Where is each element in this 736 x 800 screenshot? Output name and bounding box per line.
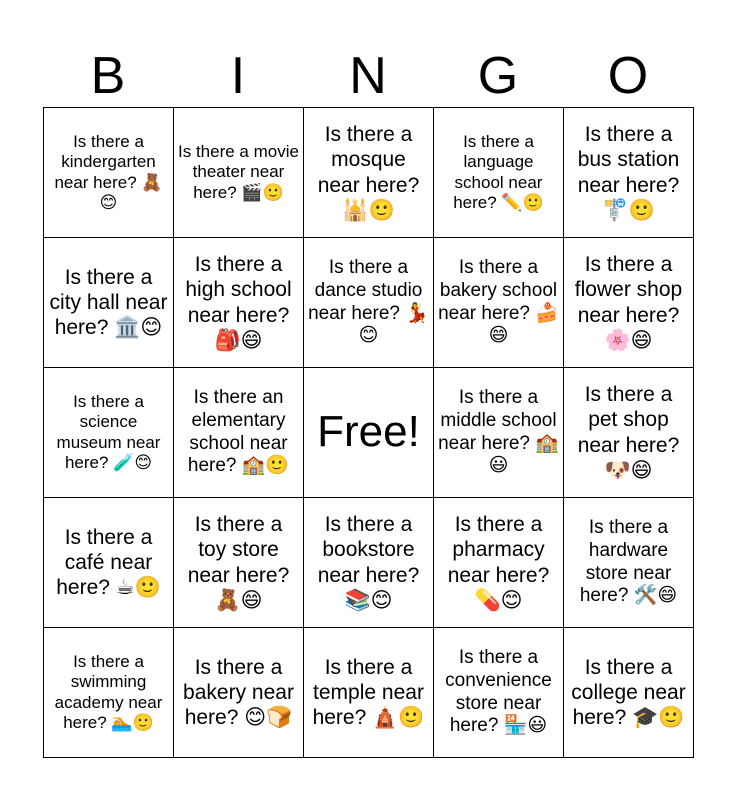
bingo-cell[interactable] [174,628,304,758]
cell-text: Is there a language school near here? ✏️🙂 [453,131,544,212]
bingo-cell[interactable] [174,498,304,628]
board-row [44,498,694,628]
bingo-board [43,107,694,758]
cell-text: Is there a swimming academy near here? 🏊🙂 [54,651,163,732]
bingo-cell[interactable] [564,108,694,238]
bingo-cell[interactable] [44,498,174,628]
bingo-cell[interactable] [564,238,694,368]
bingo-cell[interactable] [44,238,174,368]
bingo-cell[interactable] [434,628,564,758]
bingo-cell[interactable] [564,628,694,758]
bingo-cell[interactable] [44,108,174,238]
cell-text: Is there a bus station near here? 🚏🙂 [577,123,680,222]
bingo-cell[interactable] [304,498,434,628]
cell-text: Is there a science museum near here? 🧪😊 [56,391,161,472]
board-row [44,108,694,238]
bingo-cell[interactable] [434,108,564,238]
bingo-cell[interactable] [564,498,694,628]
bingo-cell[interactable] [304,108,434,238]
cell-text: Is there a pet shop near here? 🐶😄 [577,383,680,482]
free-cell[interactable] [304,368,434,498]
bingo-cell[interactable] [44,368,174,498]
cell-text: Is there an elementary school near here? 🏫🙂 [187,386,290,477]
header-letter-b: B [90,47,126,105]
cell-text: Is there a café near here? ☕🙂 [56,525,161,600]
bingo-cell[interactable] [304,628,434,758]
cell-text: Is there a pharmacy near here? 💊😊 [447,513,550,612]
cell-text: Is there a toy store near here? 🧸😄 [187,513,290,612]
cell-text: Is there a city hall near here? 🏛️😊 [49,265,168,340]
free-label: Free! [317,407,420,457]
board-row [44,238,694,368]
bingo-cell[interactable] [304,238,434,368]
cell-text: Is there a flower shop near here? 🌸😄 [574,253,683,352]
bingo-cell[interactable] [44,628,174,758]
cell-text: Is there a hardware store near here? 🛠️😄 [579,516,678,607]
header-letter-o: O [607,47,649,105]
header-letter-i: I [230,47,246,105]
bingo-cell[interactable] [174,368,304,498]
header-letter-g: G [477,47,519,105]
header-letter-n: N [349,47,387,105]
bingo-header [43,45,693,107]
board-row [44,368,694,498]
cell-text: Is there a high school near here? 🎒😄 [185,253,292,352]
cell-text: Is there a college near here? 🎓🙂 [571,655,686,730]
cell-text: Is there a kindergarten near here? 🧸😊 [54,131,163,212]
cell-text: Is there a movie theater near here? 🎬🙂 [178,141,299,202]
cell-text: Is there a middle school near here? 🏫😃 [438,386,559,477]
cell-text: Is there a convenience store near here? 🏪😃 [445,646,552,737]
cell-text: Is there a bakery school near here? 🍰😄 [438,256,559,347]
bingo-cell[interactable] [434,498,564,628]
cell-text: Is there a dance studio near here? 💃😊 [308,256,429,347]
bingo-cell[interactable] [434,368,564,498]
board-row [44,628,694,758]
bingo-cell[interactable] [564,368,694,498]
cell-text: Is there a temple near here? 🛕🙂 [312,655,425,730]
bingo-cell[interactable] [174,238,304,368]
cell-text: Is there a bookstore near here? 📚😊 [317,513,420,612]
cell-text: Is there a mosque near here? 🕌🙂 [317,123,420,222]
cell-text: Is there a bakery near here? 😊🍞 [183,655,294,730]
bingo-cell[interactable] [174,108,304,238]
bingo-cell[interactable] [434,238,564,368]
